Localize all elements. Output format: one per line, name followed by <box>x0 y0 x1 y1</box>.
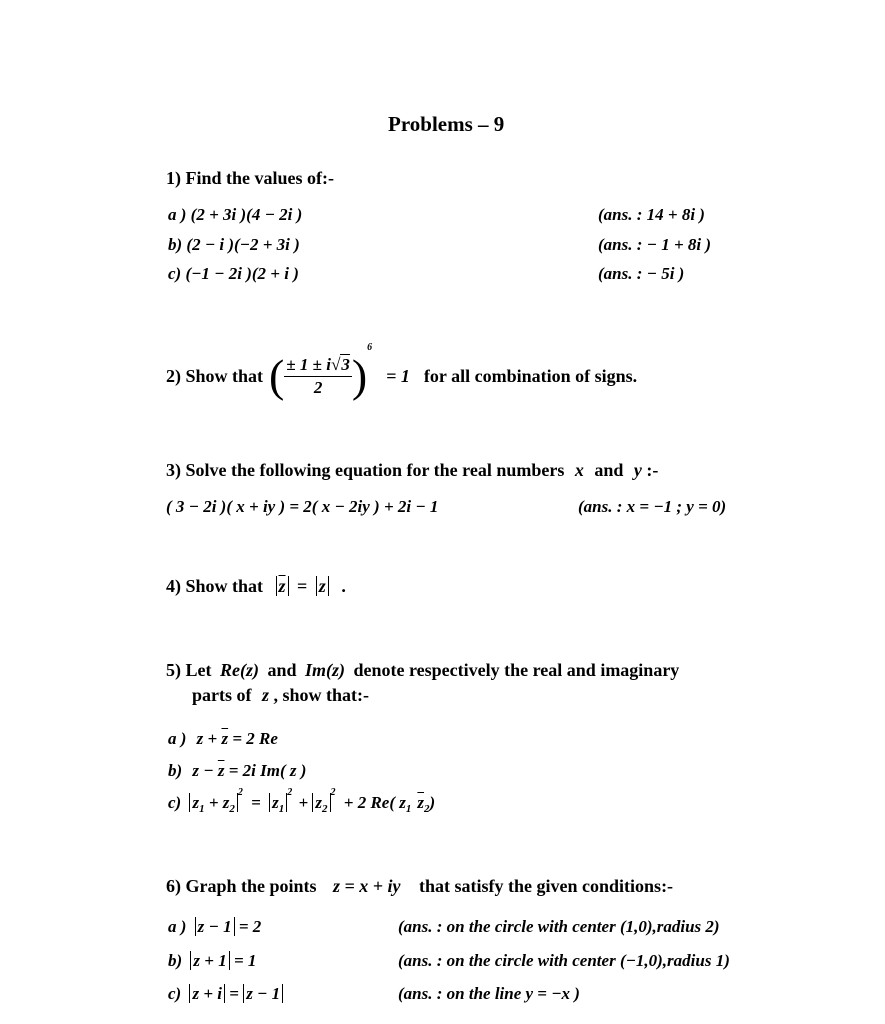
fraction <box>284 355 351 398</box>
var-x: x <box>574 460 584 480</box>
equals-one: = 1 <box>386 365 410 386</box>
fraction-numerator: ± 1 ± i√3 <box>284 355 351 377</box>
square: 2 <box>237 787 243 798</box>
lhs: z − <box>192 761 214 780</box>
sub-2: 2 <box>229 803 235 815</box>
problem-4-prefix: 4) Show that <box>166 576 264 596</box>
rhs: = 2 Re <box>232 729 278 748</box>
z1: z <box>192 793 200 812</box>
item-label: b) <box>168 235 187 254</box>
sub-2: 2 <box>424 803 430 815</box>
label: a ) <box>168 917 187 936</box>
label: c) <box>168 984 182 1003</box>
period: . <box>341 576 346 596</box>
problem-2-suffix: for all combination of signs. <box>423 365 638 386</box>
problem-5-line-1 <box>166 660 679 681</box>
and-text: and <box>594 460 624 480</box>
radicand: 3 <box>341 354 350 374</box>
abs-z <box>316 576 329 596</box>
square: 2 <box>287 787 293 798</box>
item-expr: (2 + 3i )(4 − 2i ) <box>190 205 303 224</box>
abs-expr-left: z + i <box>189 984 225 1003</box>
abs-z1 <box>269 793 287 815</box>
text: denote respectively the real and imaginary <box>353 660 680 680</box>
z2: z <box>315 793 323 812</box>
label: b) <box>168 951 183 970</box>
text: and <box>267 660 297 680</box>
z-expr: z = x + iy <box>333 876 401 896</box>
zbar: $\overline{z}$ <box>278 576 286 596</box>
abs-expr: z + 1 <box>190 951 229 970</box>
problem-3-equation: ( 3 − 2i )( x + iy ) = 2( x − 2iy ) + 2i − 1 <box>166 497 439 516</box>
square: 2 <box>330 787 336 798</box>
sub-2: 2 <box>322 803 328 815</box>
item-expr: (−1 − 2i )(2 + i ) <box>185 264 299 283</box>
re-term: + 2 Re( z <box>343 793 406 812</box>
rhs: = 2 <box>238 917 262 936</box>
z1: z <box>272 793 279 812</box>
problem-1-heading: 1) Find the values of:- <box>166 168 334 188</box>
numerator-lead: ± 1 ± i <box>286 354 331 374</box>
plus: + <box>208 793 219 812</box>
sub-1: 1 <box>278 803 285 815</box>
label: b) <box>168 761 183 780</box>
label: a ) <box>168 729 187 748</box>
abs-expr: z − 1 <box>195 917 235 936</box>
problem-6c-answer: (ans. : on the line y = −x ) <box>398 984 580 1003</box>
item-expr: (2 − i )(−2 + 3i ) <box>186 235 300 254</box>
z2: z <box>222 793 230 812</box>
problem-1b-answer: (ans. : − 1 + 8i ) <box>598 235 712 254</box>
problem-6a <box>168 917 261 937</box>
item-label: c) <box>168 264 186 283</box>
rhs: = 1 <box>233 951 257 970</box>
problem-1c-expression <box>168 264 299 284</box>
plus: + <box>298 793 309 812</box>
problem-5a <box>168 729 278 749</box>
right-paren: ) <box>351 350 368 401</box>
heading-text: 3) Solve the following equation for the real numbers <box>166 460 565 480</box>
problem-1c-answer: (ans. : − 5i ) <box>598 264 685 283</box>
problem-1b-expression <box>168 235 300 255</box>
sub-1: 1 <box>199 803 205 815</box>
page-title: Problems – 9 <box>388 112 505 136</box>
text: 6) Graph the points <box>166 876 317 896</box>
close-paren: ) <box>429 793 436 812</box>
equals: = <box>251 793 261 812</box>
im-z: Im(z) <box>305 660 346 680</box>
problem-3-heading <box>166 460 658 481</box>
exponent: 6 <box>367 342 373 353</box>
var-y: y <box>633 460 642 480</box>
label: c) <box>168 793 182 812</box>
re-z: Re(z) <box>219 660 259 680</box>
problem-5-line-2 <box>192 685 369 706</box>
zbar: $\overline{z}$ <box>217 761 225 780</box>
left-paren: ( <box>269 350 285 401</box>
sub-1: 1 <box>405 803 412 815</box>
text: parts of <box>192 685 252 705</box>
abs-z1-plus-z2 <box>189 793 237 815</box>
problem-2-prefix: 2) Show that <box>166 365 264 386</box>
problem-6a-answer: (ans. : on the circle with center (1,0),radius 2) <box>398 917 720 936</box>
problem-2 <box>166 336 637 416</box>
abs-z2 <box>312 793 330 815</box>
rhs: = 2i Im( z ) <box>228 761 307 780</box>
z2bar: $\overline{z}$ <box>417 793 425 812</box>
problem-6b-answer: (ans. : on the circle with center (−1,0),radius 1) <box>398 951 730 970</box>
problem-1a-answer: (ans. : 14 + 8i ) <box>598 205 705 224</box>
text: that satisfy the given conditions:- <box>419 876 674 896</box>
abs-zbar <box>276 576 289 596</box>
fraction-denominator: 2 <box>313 377 323 397</box>
zbar: $\overline{z}$ <box>221 729 229 748</box>
equals: = <box>229 984 239 1003</box>
problem-5b <box>168 761 306 781</box>
heading-end: :- <box>646 460 659 480</box>
equals: = <box>297 576 308 596</box>
problem-6c <box>168 984 283 1004</box>
problem-4 <box>166 576 346 597</box>
problem-3-answer: (ans. : x = −1 ; y = 0) <box>578 497 727 516</box>
problem-1a-expression <box>168 205 302 225</box>
z: z <box>262 685 270 705</box>
text: 5) Let <box>166 660 212 680</box>
item-label: a ) <box>168 205 191 224</box>
problem-6b <box>168 951 256 971</box>
lhs: z + <box>196 729 218 748</box>
z: z <box>318 576 326 596</box>
problem-6-heading <box>166 876 673 897</box>
problem-5c <box>168 787 436 815</box>
abs-expr-right: z − 1 <box>243 984 283 1003</box>
text: , show that:- <box>273 685 370 705</box>
